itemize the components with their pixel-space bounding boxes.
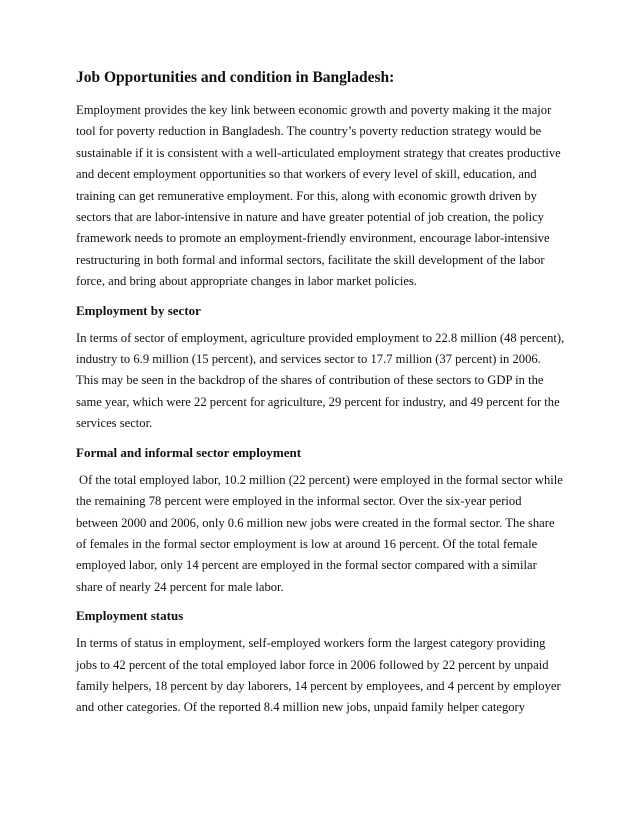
- formal-informal-paragraph: Of the total employed labor, 10.2 million (22 percent) were employed in the formal sector while the remaining 78 percent were employed in the informal sector. Over the six-year period between 2000 and 2006, only 0.6 million new jobs were created in the formal sector. The share of females in the formal sector employment is low at around 16 percent. Of the total female employed labor, only 14 percent are employed in the formal sector compared with a similar share of nearly 24 percent for male labor.: [76, 472, 563, 594]
- document-content: [76, 68, 566, 728]
- section-heading-employment-status: Employment status: [76, 608, 184, 624]
- employment-status-paragraph: In terms of status in employment, self-employed workers form the largest category providing jobs to 42 percent of the total employed labor force in 2006 followed by 22 percent by unpaid family helpers, 18 percent by day laborers, 14 percent by employees, and 4 percent by employer and other categories. Of the reported 8.4 million new jobs, unpaid family helper category: [76, 636, 561, 715]
- section-heading-formal-informal: Formal and informal sector employment: [76, 444, 302, 460]
- document-title: Job Opportunities and condition in Bangladesh:: [76, 69, 395, 86]
- employment-by-sector-paragraph: In terms of sector of employment, agriculture provided employment to 22.8 million (48 percent), industry to 6.9 million (15 percent), and services sector to 17.7 million (37 percent) in 2006. This may be seen in the backdrop of the shares of contribution of these sectors to GDP in the same year, which were 22 percent for agriculture, 29 percent for industry, and 49 percent for the services sector.: [76, 330, 565, 431]
- intro-paragraph: Employment provides the key link between economic growth and poverty making it the major tool for poverty reduction in Bangladesh. The country’s poverty reduction strategy would be sustainable if it is consistent with a well-articulated employment strategy that creates productive and decent employment opportunities so that workers of every level of skill, education, and training can get remunerative employment. For this, along with economic growth driven by sectors that are labor-intensive in nature and have greater potential of job creation, the policy framework needs to promote an employment-friendly environment, encourage labor-intensive restructuring in both formal and informal sectors, facilitate the skill development of the labor force, and bring about appropriate changes in labor market policies.: [76, 103, 561, 289]
- section-heading-employment-by-sector: Employment by sector: [76, 302, 201, 318]
